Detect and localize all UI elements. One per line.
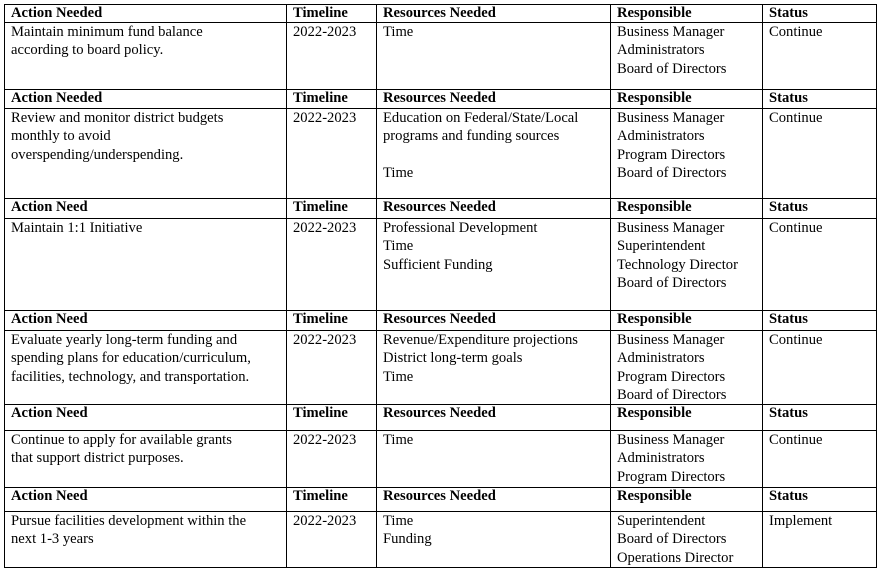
action-cell-line: Maintain 1:1 Initiative xyxy=(11,220,143,236)
timeline-header: Timeline xyxy=(287,199,377,219)
resources-cell-line: Time xyxy=(383,164,414,181)
resources-cell xyxy=(377,109,611,199)
action-header: Action Need xyxy=(5,405,287,431)
resources-cell-line: Education on Federal/State/Local xyxy=(383,110,579,126)
action-cell xyxy=(5,219,287,311)
action-cell-line: that support district purposes. xyxy=(11,450,184,467)
resources-cell-line: Time xyxy=(383,432,414,449)
section-header-row xyxy=(5,311,877,331)
resources-cell-line: Professional Development xyxy=(383,220,538,236)
status-cell: Continue xyxy=(763,331,877,405)
responsible-cell-line: Operations Director xyxy=(617,549,734,566)
responsible-cell-line: Superintendent xyxy=(617,513,706,530)
action-cell-line: Maintain minimum fund balance xyxy=(11,24,203,40)
action-cell-line: next 1-3 years xyxy=(11,531,94,548)
action-cell-line: Pursue facilities development within the xyxy=(11,513,247,530)
action-cell-line: facilities, technology, and transportation. xyxy=(11,368,250,385)
responsible-cell xyxy=(611,23,763,90)
timeline-header: Timeline xyxy=(287,405,377,431)
resources-cell xyxy=(377,331,611,405)
section-header-row xyxy=(5,5,877,23)
responsible-cell xyxy=(611,331,763,405)
resources-cell xyxy=(377,23,611,90)
status-cell: Implement xyxy=(763,512,877,568)
action-cell xyxy=(5,331,287,405)
resources-cell-line: Time xyxy=(383,368,414,385)
resources-cell-line: Time xyxy=(383,24,414,40)
section-header-row xyxy=(5,488,877,512)
status-cell: Continue xyxy=(763,431,877,488)
timeline-cell: 2022-2023 xyxy=(287,512,377,568)
action-cell-line: overspending/underspending. xyxy=(11,146,184,163)
action-cell-line: monthly to avoid xyxy=(11,128,111,145)
action-header: Action Needed xyxy=(5,5,287,23)
timeline-cell: 2022-2023 xyxy=(287,219,377,311)
action-cell-line: according to board policy. xyxy=(11,42,164,59)
resources-cell xyxy=(377,512,611,568)
action-cell xyxy=(5,23,287,90)
resources-cell-line: Revenue/Expenditure projections xyxy=(383,332,578,348)
status-header: Status xyxy=(763,5,877,23)
resources-cell-line xyxy=(383,146,604,164)
responsible-cell-line: Technology Director xyxy=(617,256,738,273)
timeline-header: Timeline xyxy=(287,5,377,23)
responsible-cell xyxy=(611,512,763,568)
responsible-cell-line: Program Directors xyxy=(617,146,726,163)
resources-cell-line: Time xyxy=(383,238,414,255)
section-header-row xyxy=(5,405,877,431)
responsible-cell-line: Business Manager xyxy=(617,432,725,449)
responsible-cell-line: Administrators xyxy=(617,350,705,367)
timeline-header: Timeline xyxy=(287,311,377,331)
resources-cell-line: District long-term goals xyxy=(383,350,523,367)
responsible-cell-line: Board of Directors xyxy=(617,531,727,548)
timeline-cell: 2022-2023 xyxy=(287,331,377,405)
action-cell-line: spending plans for education/curriculum, xyxy=(11,350,251,367)
responsible-cell-line: Superintendent xyxy=(617,238,706,255)
resources-header: Resources Needed xyxy=(377,90,611,109)
responsible-header: Responsible xyxy=(611,311,763,331)
timeline-header: Timeline xyxy=(287,488,377,512)
responsible-cell-line: Program Directors xyxy=(617,368,726,385)
resources-cell xyxy=(377,431,611,488)
action-header: Action Need xyxy=(5,488,287,512)
responsible-cell-line: Administrators xyxy=(617,42,705,59)
timeline-header: Timeline xyxy=(287,90,377,109)
timeline-cell: 2022-2023 xyxy=(287,23,377,90)
action-cell xyxy=(5,109,287,199)
timeline-cell: 2022-2023 xyxy=(287,431,377,488)
responsible-header: Responsible xyxy=(611,90,763,109)
status-header: Status xyxy=(763,488,877,512)
responsible-header: Responsible xyxy=(611,5,763,23)
resources-cell-line: Sufficient Funding xyxy=(383,256,493,273)
status-header: Status xyxy=(763,311,877,331)
status-cell: Continue xyxy=(763,219,877,311)
table-row xyxy=(5,512,877,568)
responsible-cell-line: Business Manager xyxy=(617,24,725,40)
responsible-cell-line: Business Manager xyxy=(617,332,725,348)
responsible-cell-line: Business Manager xyxy=(617,220,725,236)
resources-cell xyxy=(377,219,611,311)
resources-header: Resources Needed xyxy=(377,488,611,512)
action-cell xyxy=(5,431,287,488)
responsible-cell xyxy=(611,219,763,311)
section-header-row xyxy=(5,90,877,109)
status-header: Status xyxy=(763,199,877,219)
status-header: Status xyxy=(763,405,877,431)
resources-header: Resources Needed xyxy=(377,405,611,431)
action-plan-table xyxy=(4,4,877,568)
table-row xyxy=(5,23,877,90)
table-row xyxy=(5,109,877,199)
responsible-cell-line: Board of Directors xyxy=(617,164,727,181)
resources-header: Resources Needed xyxy=(377,311,611,331)
table-row xyxy=(5,219,877,311)
responsible-cell-line: Administrators xyxy=(617,450,705,467)
responsible-cell-line: Board of Directors xyxy=(617,386,727,403)
status-cell: Continue xyxy=(763,23,877,90)
action-cell-line: Evaluate yearly long-term funding and xyxy=(11,332,238,348)
responsible-header: Responsible xyxy=(611,199,763,219)
action-header: Action Needed xyxy=(5,90,287,109)
responsible-cell-line: Business Manager xyxy=(617,110,725,126)
resources-header: Resources Needed xyxy=(377,199,611,219)
action-cell-line: Review and monitor district budgets xyxy=(11,110,224,126)
responsible-cell-line: Administrators xyxy=(617,128,705,145)
resources-header: Resources Needed xyxy=(377,5,611,23)
resources-cell-line: Funding xyxy=(383,531,432,548)
resources-cell-line: programs and funding sources xyxy=(383,128,560,145)
responsible-header: Responsible xyxy=(611,405,763,431)
responsible-cell-line: Board of Directors xyxy=(617,60,727,77)
responsible-cell-line: Program Directors xyxy=(617,468,726,485)
responsible-cell xyxy=(611,109,763,199)
responsible-cell-line: Board of Directors xyxy=(617,274,727,291)
resources-cell-line: Time xyxy=(383,513,414,530)
status-header: Status xyxy=(763,90,877,109)
table-row xyxy=(5,431,877,488)
action-cell xyxy=(5,512,287,568)
action-header: Action Need xyxy=(5,311,287,331)
status-cell: Continue xyxy=(763,109,877,199)
responsible-header: Responsible xyxy=(611,488,763,512)
action-header: Action Need xyxy=(5,199,287,219)
action-cell-line: Continue to apply for available grants xyxy=(11,432,232,449)
section-header-row xyxy=(5,199,877,219)
responsible-cell xyxy=(611,431,763,488)
table-row xyxy=(5,331,877,405)
timeline-cell: 2022-2023 xyxy=(287,109,377,199)
